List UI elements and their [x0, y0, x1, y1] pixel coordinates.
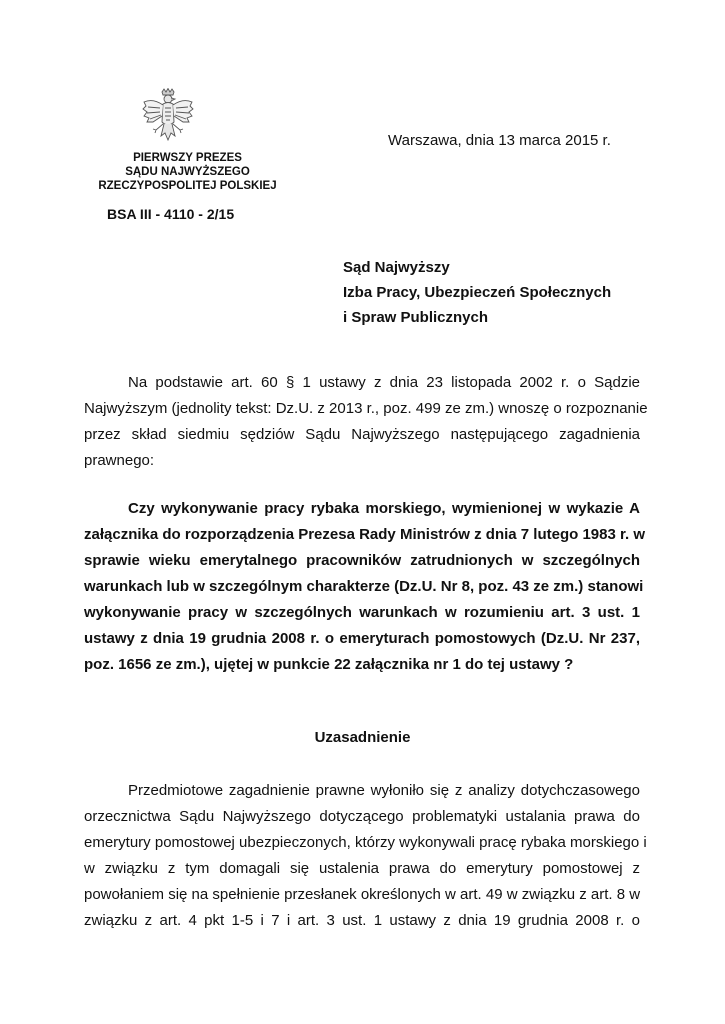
justification-line: powołaniem się na spełnienie przesłanek określonych w art. 49 w związku z art. 8 w — [84, 886, 641, 903]
addressee-line-1: Sąd Najwyższy — [343, 259, 450, 276]
document-date: Warszawa, dnia 13 marca 2015 r. — [388, 132, 611, 149]
section-heading: Uzasadnienie — [314, 729, 411, 746]
intro-line: Najwyższym (jednolity tekst: Dz.U. z 2013 r., poz. 499 ze zm.) wnoszę o rozpoznanie — [84, 400, 648, 417]
issuer-line-2: SĄDU NAJWYŻSZEGO — [125, 166, 250, 178]
justification-line: związku z art. 4 pkt 1-5 i 7 i art. 3 ust. 1 ustawy z dnia 19 grudnia 2008 r. o — [84, 912, 640, 929]
intro-line: przez skład siedmiu sędziów Sądu Najwyższego następującego zagadnienia — [84, 426, 640, 443]
question-line: ustawy z dnia 19 grudnia 2008 r. o emeryturach pomostowych (Dz.U. Nr 237, — [84, 630, 640, 647]
polish-eagle-emblem-icon — [141, 88, 195, 144]
case-signature: BSA III - 4110 - 2/15 — [107, 206, 235, 222]
question-line: Czy wykonywanie pracy rybaka morskiego, wymienionej w wykazie A — [128, 500, 640, 517]
intro-line: prawnego: — [84, 452, 155, 469]
justification-line: Przedmiotowe zagadnienie prawne wyłoniło się z analizy dotychczasowego — [128, 782, 640, 799]
addressee-line-2: Izba Pracy, Ubezpieczeń Społecznych — [343, 284, 612, 301]
intro-line: Na podstawie art. 60 § 1 ustawy z dnia 23 listopada 2002 r. o Sądzie — [128, 374, 640, 391]
question-line: sprawie wieku emerytalnego pracowników zatrudnionych w szczególnych — [84, 552, 640, 569]
justification-line: w związku z tym domagali się ustalenia prawa do emerytury pomostowej z — [84, 860, 640, 877]
question-line: warunkach lub w szczególnym charakterze (Dz.U. Nr 8, poz. 43 ze zm.) stanowi — [84, 578, 644, 595]
justification-line: orzecznictwa Sądu Najwyższego dotyczącego problematyki ustalania prawa do — [84, 808, 640, 825]
issuer-line-1: PIERWSZY PREZES — [133, 152, 242, 164]
addressee-line-3: i Spraw Publicznych — [343, 309, 489, 326]
justification-line: emerytury pomostowej ubezpieczonych, którzy wykonywali pracę rybaka morskiego i — [84, 834, 647, 851]
question-line: załącznika do rozporządzenia Prezesa Rady Ministrów z dnia 7 lutego 1983 r. w — [84, 526, 645, 543]
question-line: poz. 1656 ze zm.), ujętej w punkcie 22 załącznika nr 1 do tej ustawy ? — [84, 656, 574, 673]
question-line: wykonywanie pracy w szczególnych warunkach w rozumieniu art. 3 ust. 1 — [84, 604, 640, 621]
issuer-line-3: RZECZYPOSPOLITEJ POLSKIEJ — [98, 180, 277, 192]
